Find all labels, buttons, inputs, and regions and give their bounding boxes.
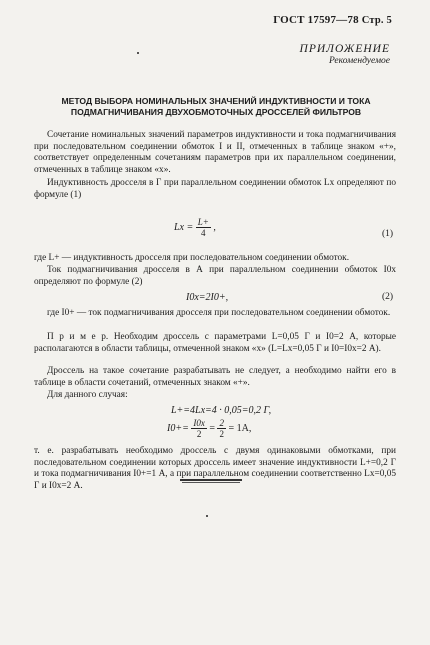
ink-dot-lower <box>206 515 208 517</box>
formula-1 <box>174 217 216 238</box>
equation-number-2: (2) <box>382 292 394 302</box>
end-rule-under <box>182 482 240 483</box>
appendix-label <box>300 43 390 66</box>
page-header <box>273 14 392 26</box>
paragraph-3: где L+ — индуктивность дросселя при последовательном соединении обмоток. <box>34 253 350 263</box>
appendix-title: ПРИЛОЖЕНИЕ <box>299 43 390 55</box>
formula-4-equals: = <box>209 422 215 434</box>
paragraph-1: Сочетание номинальных значений параметров индуктивности и тока подмагничивания при последовательном соединении обмоток I и II, отмеченных в таблице знаком «+», соответствует определенным сочетаниям параметров при их параллельном соединении, отмеченных в таблице знаком «х». <box>34 130 396 175</box>
formula-4-numerator-1: I0х <box>193 418 205 428</box>
formula-1-fraction <box>196 217 211 238</box>
formula-1-denominator: 4 <box>201 228 206 238</box>
formula-1-numerator: L+ <box>197 217 209 227</box>
paragraph-8: Для данного случая: <box>47 390 128 400</box>
paragraph-5: где I0+ — ток подмагничивания дросселя при последовательном соединении обмоток. <box>47 308 391 318</box>
formula-4-denominator-2: 2 <box>219 429 224 439</box>
paragraph-2: Индуктивность дросселя в Г при параллельном соединении обмоток Lх определяют по формуле (1) <box>34 178 396 200</box>
formula-3: L+=4Lх=4 · 0,05=0,2 Г, <box>171 405 272 416</box>
formula-4 <box>167 418 251 439</box>
formula-4-fraction-1 <box>191 418 207 439</box>
formula-4-tail: = 1А, <box>228 422 252 434</box>
paragraph-4: Ток подмагничивания дросселя в А при параллельном соединении обмоток I0х определяют по формуле (2) <box>34 265 396 287</box>
ink-dot <box>137 52 139 54</box>
formula-4-denominator-1: 2 <box>196 429 202 439</box>
formula-4-numerator-2: 2 <box>219 418 224 428</box>
paragraph-9: т. е. разрабатывать необходимо дроссель с двумя одинаковыми обмотками, при последовательном соединении которых дроссель имеет значение индуктивности L+=0,2 Г и тока подмагничивания I0+=1 А, а при параллельном соединении соответственно Lх=0,05 Г и I0х=2 А. <box>34 446 396 491</box>
end-rule <box>180 479 242 481</box>
formula-1-tail: , <box>213 221 216 233</box>
example-lead: П р и м е р. <box>47 332 109 342</box>
formula-1-lhs: Lх = <box>174 221 194 233</box>
paragraph-6 <box>34 332 396 355</box>
equation-number-1: (1) <box>382 229 394 239</box>
section-title <box>30 96 402 118</box>
formula-2: I0х=2I0+, <box>186 292 229 303</box>
paragraph-7: Дроссель на такое сочетание разрабатывать не следует, а необходимо найти его в таблице в области сочетаний, отмеченных знаком «+». <box>34 366 396 388</box>
page-number: Стр. 5 <box>361 15 392 26</box>
appendix-subtitle: Рекомендуемое <box>328 56 390 66</box>
formula-4-lhs: I0+= <box>167 422 189 434</box>
gost-number: ГОСТ 17597—78 <box>273 14 359 26</box>
title-line-1: МЕТОД ВЫБОРА НОМИНАЛЬНЫХ ЗНАЧЕНИЙ ИНДУКТИВНОСТИ И ТОКА <box>61 96 371 106</box>
example-text: Необходим дроссель с параметрами L=0,05 Г и I0=2 А, которые располагаются в области таблицы, отмеченной знаком «х» (L=Lх=0,05 Г и I0=I0х=2 А). <box>34 332 396 354</box>
formula-4-fraction-2 <box>217 418 226 439</box>
title-line-2: ПОДМАГНИЧИВАНИЯ ДВУХОБМОТОЧНЫХ ДРОССЕЛЕЙ ФИЛЬТРОВ <box>70 107 362 117</box>
